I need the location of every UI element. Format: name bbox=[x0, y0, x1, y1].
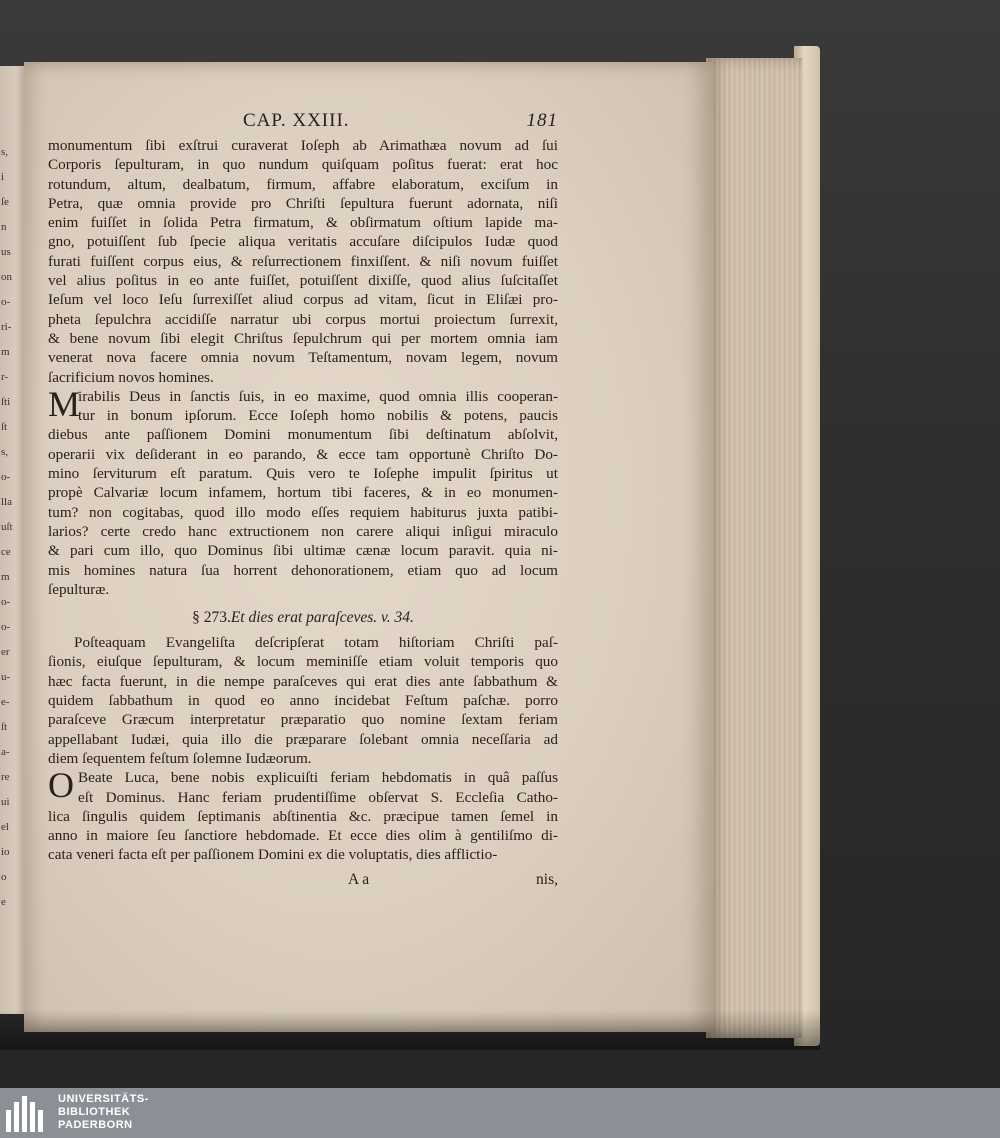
text-line: tum? non cogitabas, quod illo modo eſſes requiem habiturus juxta patibi- bbox=[48, 503, 558, 521]
section-title: Et dies erat paraſceves. v. 34. bbox=[230, 609, 414, 627]
previous-page-fragment: ri- bbox=[1, 321, 12, 333]
previous-page-fragment: io bbox=[1, 846, 10, 858]
text-line: diebus ante paſſionem Domini monumentum ſibi deſtinatum abſolvit, bbox=[48, 426, 558, 444]
text-line: cata veneri facta eſt per paſſionem Domini ex die voluptatis, dies afflictio- bbox=[48, 846, 498, 864]
page-number: 181 bbox=[526, 110, 558, 131]
text-line: Petra, quæ omnia provide pro Chriſti ſepultura fuerunt adornata, niſi bbox=[48, 194, 558, 212]
text-line: Poſteaquam Evangeliſta deſcripſerat totam hiſtoriam Chriſti paſ- bbox=[74, 634, 558, 652]
previous-page-fragment: on bbox=[1, 271, 12, 283]
chapter-heading: CAP. XXIII. bbox=[243, 110, 350, 131]
library-name bbox=[58, 1093, 149, 1132]
previous-page-fragment: er bbox=[1, 646, 10, 658]
section-number: § 273. bbox=[192, 609, 231, 627]
previous-page-fragment: r- bbox=[1, 371, 9, 383]
paragraph-1 bbox=[48, 136, 558, 387]
signature-mark: A a bbox=[348, 870, 370, 888]
text-line: ſepulturæ. bbox=[48, 580, 110, 598]
section-heading bbox=[48, 607, 558, 629]
previous-page-fragment: u- bbox=[1, 671, 11, 683]
paragraph-2 bbox=[48, 383, 558, 599]
text-line: quidem ſabbathum in quod eo anno incidebat Feſtum paſchæ. porro bbox=[48, 692, 558, 710]
previous-page-fragment: o- bbox=[1, 471, 11, 483]
text-line: monumentum ſibi exſtrui curaverat Ioſeph ab Arimathæa novum ad ſui bbox=[48, 137, 558, 154]
text-line: pheta ſepulchra accidiſſe narratur ubi corpus mortui proiectum ſurrexit, bbox=[48, 310, 558, 328]
library-logo-icon bbox=[6, 1096, 48, 1132]
previous-page-fragment: o- bbox=[1, 596, 11, 608]
previous-page-fragment: el bbox=[1, 821, 9, 833]
book-fore-edge bbox=[706, 58, 802, 1038]
previous-page-edge bbox=[0, 66, 27, 1014]
page-text bbox=[48, 110, 558, 893]
previous-page-fragment: e- bbox=[1, 696, 10, 708]
drop-capital: M bbox=[48, 383, 81, 424]
text-line: larios? certe credo hanc extructionem non carere aliqui inſigui miraculo bbox=[48, 522, 558, 540]
previous-page-fragment: n bbox=[1, 221, 7, 233]
paragraph-3 bbox=[48, 633, 558, 768]
text-line: Corporis ſepulturam, in quo nundum quiſquam poſitus fuerat: erat hoc bbox=[48, 156, 558, 174]
paragraph-4 bbox=[48, 765, 558, 864]
text-line: & pari cum illo, quo Dominus ſibi ultimæ cænæ locum paravit. quia ni- bbox=[48, 542, 558, 560]
previous-page-fragment: o- bbox=[1, 621, 11, 633]
text-line: diem ſequentem feſtum ſolemne Iudæorum. bbox=[48, 749, 312, 767]
previous-page-fragment: us bbox=[1, 246, 11, 258]
text-line: & bene novum ſibi elegit Chriſtus ſepulchrum qui per mortem omnia iam bbox=[48, 329, 558, 347]
previous-page-fragment: s, bbox=[1, 446, 9, 458]
text-line: propè Calvariæ locum infamem, hortum tibi faceres, & in eo monumen- bbox=[48, 484, 558, 502]
previous-page-fragment: ſti bbox=[1, 396, 11, 408]
page-footer bbox=[48, 871, 558, 893]
previous-page-fragment: ce bbox=[1, 546, 11, 558]
text-line: ſacrificium novos homines. bbox=[48, 368, 214, 386]
text-line: Beate Luca, bene nobis explicuiſti feriam hebdomatis in quâ paſſus bbox=[78, 769, 558, 787]
text-line: enim fuiſſet in ſolida Petra firmatum, & obſirmatum oſtium lapide ma- bbox=[48, 214, 558, 232]
text-line: lica ſingulis quidem ſeptimanis abſtinentia &c. præcipue tamen ſemel in bbox=[48, 807, 558, 825]
text-line: mino ſerviturum eſt paratum. Quis vero te Ioſephe impulit ſpiritus ut bbox=[48, 465, 558, 483]
previous-page-fragment: lla bbox=[1, 496, 12, 508]
running-head bbox=[48, 110, 558, 136]
previous-page-fragment: re bbox=[1, 771, 10, 783]
previous-page-fragment: a- bbox=[1, 746, 10, 758]
previous-page-fragment: ſt bbox=[1, 721, 8, 733]
previous-page-fragment: s, bbox=[1, 146, 9, 158]
text-line: tur in bonum ipſorum. Ecce Ioſeph homo nobilis & potens, paucis bbox=[78, 407, 558, 425]
text-line: hæc facta fuerunt, in die nempe paraſceves qui erat dies ante ſabbathum & bbox=[48, 672, 558, 690]
catchword: nis, bbox=[536, 870, 558, 888]
previous-page-fragment: m bbox=[1, 346, 10, 358]
library-name-line3: PADERBORN bbox=[58, 1119, 133, 1131]
text-line: ſionis, eiuſque ſepulturam, & locum meminiſſe etiam voluit temporis quo bbox=[48, 653, 558, 671]
previous-page-fragment: o- bbox=[1, 296, 11, 308]
previous-page-fragment: ui bbox=[1, 796, 10, 808]
text-line: Ieſum vel loco Ieſu ſurrexiſſet aliud corpus ad vitam, ſicut in Eliſæi pro- bbox=[48, 291, 558, 309]
text-line: rotundum, altum, dealbatum, firmum, affabre elaboratum, exciſum in bbox=[48, 175, 558, 193]
text-line: operarii vix deſiderant in eo parando, & ecce tam opportunè Chriſto Do- bbox=[48, 445, 558, 463]
previous-page-fragment: e bbox=[1, 896, 6, 908]
drop-capital: O bbox=[48, 765, 74, 806]
text-line: paraſceve Græcum interpretatur præparatio quo nomine ſextam feriam bbox=[48, 711, 558, 729]
text-line: appellabant Iudæi, quia illo die præparare ſolebant omnia neceſſaria ad bbox=[48, 730, 558, 748]
library-name-line1: UNIVERSITÄTS- bbox=[58, 1093, 149, 1105]
text-line: eſt Dominus. Hanc feriam prudentiſſime obſervat S. Eccleſia Catho- bbox=[78, 788, 558, 806]
previous-page-fragment: o bbox=[1, 871, 7, 883]
text-line: gno, potuiſſent ſub ſpecie aliqua veritatis accuſare diſcipulos Iudæ quod bbox=[48, 233, 558, 251]
text-line: furati fuiſſent corpus eius, & reſurrectionem finxiſſent. & niſi novum fuiſſet bbox=[48, 252, 558, 270]
previous-page-fragment: ſe bbox=[1, 196, 9, 208]
library-name-line2: BIBLIOTHEK bbox=[58, 1106, 131, 1118]
previous-page-fragment: m bbox=[1, 571, 10, 583]
previous-page-fragment: i bbox=[1, 171, 5, 183]
text-line: vel alius poſitus in eo ante fuiſſet, potuiſſent dixiſſe, quod alius ſuſcitaſſet bbox=[48, 272, 558, 290]
text-line: mis homines natura ſua horrent dehonorationem, etiam quo ad locum bbox=[48, 561, 558, 579]
previous-page-fragment: ſt bbox=[1, 421, 8, 433]
text-line: venerat nova facere omnia novum Teſtamentum, novam legem, novum bbox=[48, 349, 558, 367]
library-banner bbox=[0, 1088, 1000, 1138]
previous-page-fragment: uſt bbox=[1, 521, 13, 533]
text-line: anno in maiore ſeu ſanctiore hebdomade. Et ecce dies olim à gentiliſmo di- bbox=[48, 827, 558, 845]
text-line: irabilis Deus in ſanctis ſuis, in eo maxime, quod omnia illis cooperan- bbox=[78, 387, 558, 405]
page-shadow bbox=[0, 1010, 820, 1050]
